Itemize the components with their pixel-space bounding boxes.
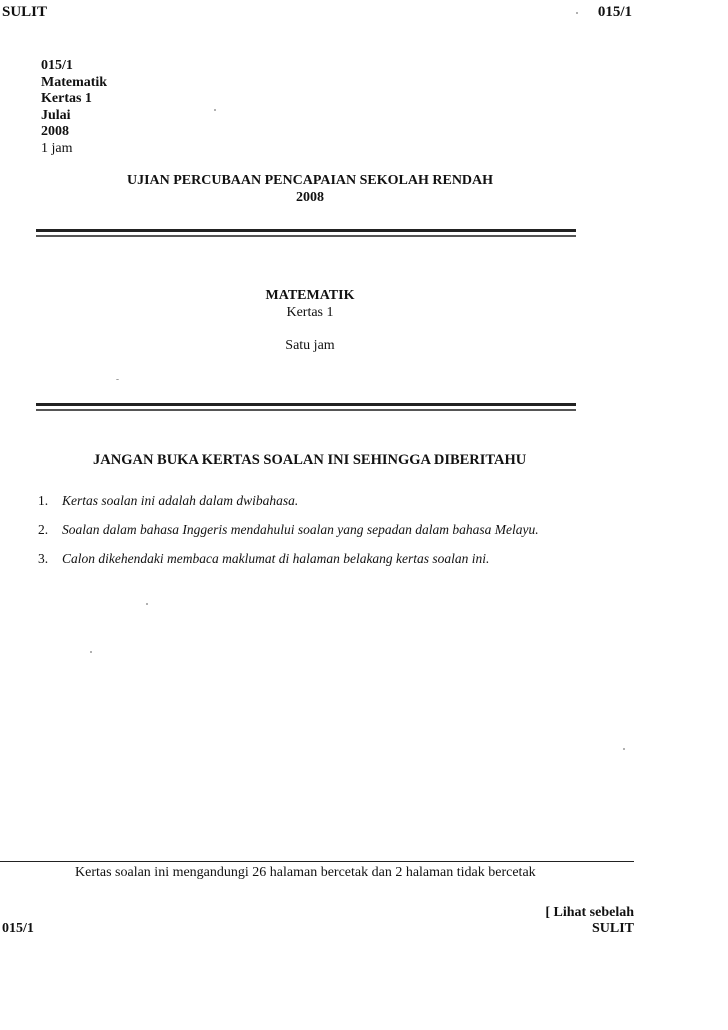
instruction-item <box>38 492 539 521</box>
exam-year: 2008 <box>296 190 324 205</box>
scan-speck <box>146 603 148 605</box>
paper-code: 015/1 <box>41 58 73 73</box>
exam-title <box>0 172 620 206</box>
scan-speck <box>90 651 92 653</box>
exam-title-text: UJIAN PERCUBAAN PENCAPAIAN SEKOLAH RENDAH <box>126 173 494 188</box>
paper-subject: Matematik <box>41 74 108 90</box>
top-divider <box>36 229 576 237</box>
footer-classification: SULIT <box>591 921 634 936</box>
instruction-number: 2. <box>38 522 49 537</box>
instruction-number: 3. <box>38 551 49 566</box>
paper-duration: 1 jam <box>41 140 73 156</box>
paper-info-block <box>41 58 107 158</box>
bottom-divider <box>36 403 576 411</box>
subject-paper: Kertas 1 <box>286 305 334 320</box>
instructions-list <box>38 492 539 579</box>
instruction-text: Kertas soalan ini adalah dalam dwibahasa. <box>62 493 299 508</box>
paper-number: Kertas 1 <box>41 91 92 107</box>
footer-divider <box>0 861 634 862</box>
scan-speck <box>576 12 578 14</box>
see-next-label: [ Lihat sebelah <box>545 905 634 920</box>
subject-title: MATEMATIK <box>265 288 355 303</box>
scan-speck <box>623 748 625 750</box>
instruction-number: 1. <box>38 493 49 508</box>
instruction-item <box>38 550 539 579</box>
see-next-page <box>545 905 634 937</box>
subject-block <box>0 287 620 354</box>
scan-speck <box>116 379 119 380</box>
subject-duration: Satu jam <box>285 338 335 353</box>
header-paper-code: 015/1 <box>597 4 632 20</box>
instruction-item <box>38 521 539 550</box>
header-classification: SULIT <box>2 4 48 20</box>
paper-month: Julai <box>41 107 71 123</box>
paper-year: 2008 <box>41 124 69 140</box>
footer-paper-code: 015/1 <box>2 921 34 936</box>
page-count-note: Kertas soalan ini mengandungi 26 halaman bercetak dan 2 halaman tidak bercetak <box>75 865 536 880</box>
instruction-text: Calon dikehendaki membaca maklumat di halaman belakang kertas soalan ini. <box>62 551 490 566</box>
warning-text: JANGAN BUKA KERTAS SOALAN INI SEHINGGA DIBERITAHU <box>93 452 527 468</box>
instruction-text: Soalan dalam bahasa Inggeris mendahului soalan yang sepadan dalam bahasa Melayu. <box>62 522 539 537</box>
scan-speck <box>214 109 216 111</box>
